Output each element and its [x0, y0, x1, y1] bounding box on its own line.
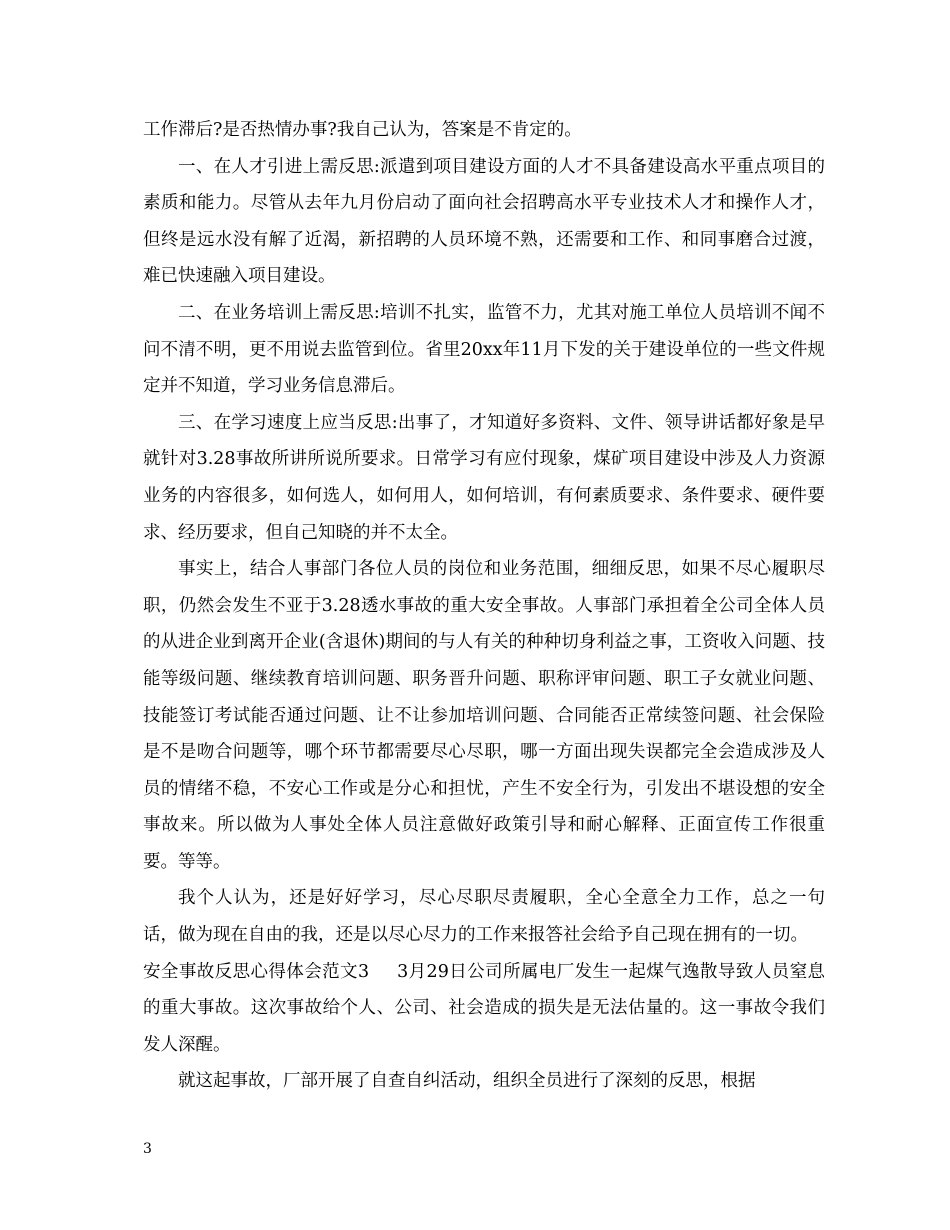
paragraph: 工作滞后?是否热情办事?我自己认为，答案是不肯定的。	[143, 120, 582, 140]
section-text: 3月29日公司所属电厂发生一起煤气逸散导致人员窒息的重大事故。这次事故给个人、公司、社会造成的损失是无法估量的。这一事故令我们发人深醒。	[143, 961, 825, 1055]
paragraph: 一、在人才引进上需反思:派遣到项目建设方面的人才不具备建设高水平重点项目的素质和能力。尽管从去年九月份启动了面向社会招聘高水平专业技术人才和操作人才，但终是远水没有解了近渴，新招聘的人员环境不熟，还需要和工作、和同事磨合过渡，难已快速融入项目建设。	[143, 156, 825, 287]
paragraph: 就这起事故，厂部开展了自查自纠活动，组织全员进行了深刻的反思，根据	[178, 1071, 756, 1092]
paragraph: 三、在学习速度上应当反思:出事了，才知道好多资料、文件、领导讲话都好象是早就针对3.28事故所讲所说所要求。日常学习有应付现象，煤矿项目建设中涉及人力资源业务的内容很多，如何选人，如何用人，如何培训，有何素质要求、条件要求、硬件要求、经历要求，但自己知晓的并不太全。	[143, 412, 825, 543]
paragraph: 事实上，结合人事部门各位人员的岗位和业务范围，细细反思，如果不尽心履职尽职，仍然会发生不亚于3.28透水事故的重大安全事故。人事部门承担着全公司全体人员的从进企业到离开企业(含退休)期间的与人有关的种种切身利益之事，工资收入问题、技能等级问题、继续教育培训问题、职务晋升问题、职称评审问题、职工子女就业问题、技能签订考试能否通过问题、让不让参加培训问题、合同能否正常续签问题、社会保险是不是吻合问题等，哪个环节都需要尽心尽职，哪一方面出现失误都完全会造成涉及人员的情绪不稳，不安心工作或是分心和担忧，产生不安全行为，引发出不堪设想的安全事故来。所以做为人事处全体人员注意做好政策引导和耐心解释、正面宣传工作很重要。等等。	[143, 559, 825, 872]
section-heading: 安全事故反思心得体会范文3	[143, 961, 370, 982]
page-number: 3	[143, 1141, 152, 1157]
paragraph: 我个人认为，还是好好学习，尽心尽职尽责履职，全心全意全力工作，总之一句话，做为现在自由的我，还是以尽心尽力的工作来报答社会给予自己现在拥有的一切。	[143, 888, 825, 946]
section-paragraph	[143, 954, 825, 1064]
document-body	[143, 112, 825, 1100]
paragraph: 二、在业务培训上需反思:培训不扎实，监管不力，尤其对施工单位人员培训不闻不问不清不明，更不用说去监管到位。省里20xx年11月下发的关于建设单位的一些文件规定并不知道，学习业务信息滞后。	[143, 302, 825, 397]
